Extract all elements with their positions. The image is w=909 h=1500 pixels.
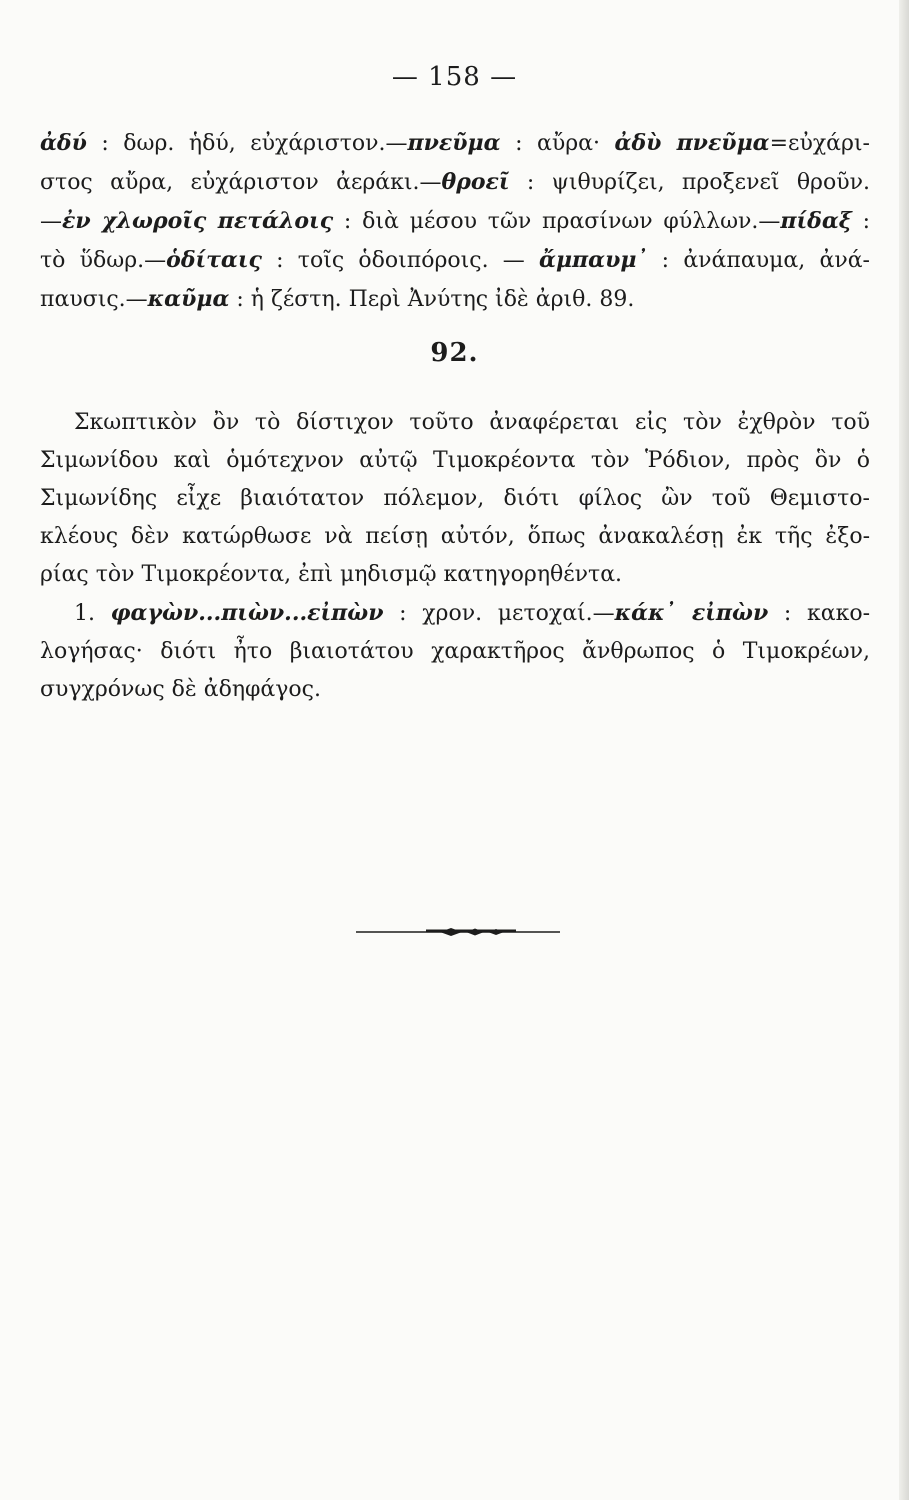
line-text: τὸ ὕδωρ.— [40,248,167,273]
line-text: κλέους δὲν κατώρθωσε νὰ πείσῃ αὐτόν, ὅπως ἀνακαλέσῃ ἐκ τῆς ἐξο- [40,524,870,549]
line-text: : τοῖς ὁδοιπόροις. — [261,248,540,273]
page-edge [899,0,909,1500]
lemma-term: καῦμα [147,286,230,312]
line-text: Σκωπτικὸν ὂν τὸ δίστιχον τοῦτο ἀναφέρεται εἰς τὸν ἐχθρὸν τοῦ [74,410,870,435]
commentary-line [40,633,870,671]
notes-line [40,280,870,319]
line-text: : [851,209,871,234]
page-number: — 158 — [391,62,518,92]
lemma-term: ἐν χλωροῖς πετάλοις [62,208,334,234]
commentary-line [40,594,870,633]
line-text: Σιμωνίδης εἶχε βιαιότατον πόλεμον, διότι φίλος ὢν τοῦ Θεμιστο- [40,486,870,511]
commentary-line [40,442,870,480]
commentary-line [40,671,870,709]
line-text: : δωρ. ἡδύ, εὐχάριστον.— [86,131,408,156]
lemma-term: ὁδίταις [166,247,262,273]
lemma-term: ἄμπαυμ᾽ [539,247,648,273]
notes-line [40,241,870,280]
commentary-line [40,518,870,556]
line-text: : ἡ ζέστη. Περὶ Ἀνύτης ἰδὲ ἀριθ. 89. [229,287,635,312]
line-text: : ψιθυρίζει, προξενεῖ θροῦν. [509,170,870,195]
line-text: : ἀνάπαυμα, ἀνά- [647,248,870,273]
line-text: =εὐχάρι- [769,131,870,156]
line-text: Σιμωνίδου καὶ ὁμότεχνον αὐτῷ Τιμοκρέοντα τὸν Ῥόδιον, πρὸς ὃν ὁ [40,448,870,473]
line-text: — [40,209,62,234]
line-text: στος αὔρα, εὐχάριστον ἀεράκι.— [40,170,442,195]
lemma-term: πνεῦμα [407,130,501,156]
lemma-term: ἀδύ [40,130,87,156]
line-text: : χρον. μετοχαί.— [383,601,615,626]
line-text: λογήσας· διότι ἦτο βιαιοτάτου χαρακτῆρος ἄνθρωπος ὁ Τιμοκρέων, [40,639,870,664]
line-text: παυσις.— [40,287,148,312]
line-text: ρίας τὸν Τιμοκρέοντα, ἐπὶ μηδισμῷ κατηγορηθέντα. [40,562,623,587]
notes-line [40,202,870,241]
commentary-line [40,556,870,594]
lemma-term: πίδαξ [780,208,852,234]
line-text: : κακο- [768,601,871,626]
section-heading: 92. [430,338,479,368]
line-text: : διὰ μέσου τῶν πρασίνων φύλλων.— [333,209,781,234]
lemma-term: φαγὼν...πιὼν...εἰπὼν [110,600,384,626]
lemma-term: θροεῖ [441,169,510,195]
commentary-line [40,404,870,442]
line-text: 1. [74,601,111,626]
notes-paragraph [40,124,870,319]
lemma-term: ἀδὺ πνεῦμα [614,130,770,156]
commentary-line [40,480,870,518]
line-text: : αὔρα· [500,131,615,156]
end-ornament [356,922,560,942]
notes-line [40,163,870,202]
notes-line [40,124,870,163]
commentary-paragraph [40,404,870,709]
line-text: συγχρόνως δὲ ἀδηφάγος. [40,677,321,702]
lemma-term: κάκ᾽ εἰπὼν [614,600,769,626]
